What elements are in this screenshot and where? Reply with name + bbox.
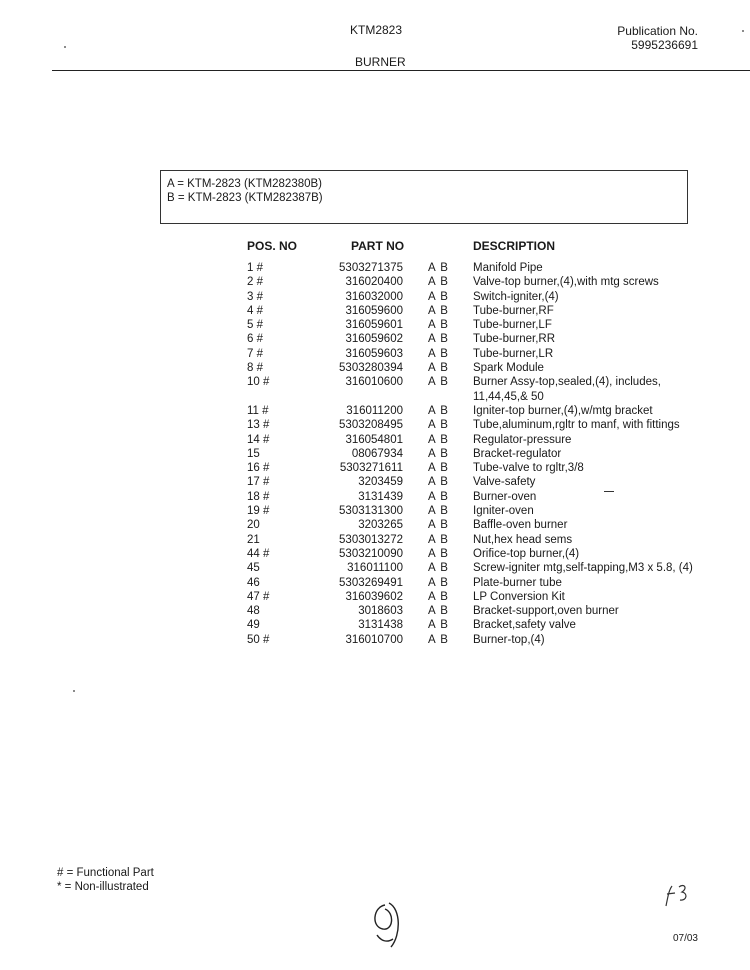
- parts-row: [0, 304, 750, 318]
- part-description: Burner Assy-top,sealed,(4), includes, 11,44,45,& 50: [473, 376, 661, 403]
- legend-functional: # = Functional Part: [57, 867, 154, 879]
- part-description: Bracket-regulator: [473, 447, 562, 460]
- parts-row: [0, 518, 750, 532]
- part-number: 316039602: [345, 590, 403, 603]
- scan-speck: [64, 46, 66, 48]
- pos-number: 20: [247, 519, 260, 532]
- parts-row: [0, 490, 750, 504]
- scan-speck: [742, 30, 744, 32]
- pos-number: 18 #: [247, 490, 270, 503]
- column-header-pos: POS. NO: [247, 239, 298, 253]
- pos-number: 15: [247, 447, 260, 460]
- parts-row: [0, 418, 750, 432]
- part-number: 316011100: [347, 562, 403, 575]
- part-number: 3018603: [358, 605, 403, 618]
- pos-number: 46: [247, 576, 260, 589]
- part-description: Bracket-support,oven burner: [473, 605, 619, 618]
- pos-number: 44 #: [247, 547, 270, 560]
- pos-number: 47 #: [247, 590, 270, 603]
- version-codes: A B: [428, 547, 449, 560]
- part-description: Tube-burner,RF: [473, 304, 554, 317]
- parts-row: [0, 290, 750, 304]
- pos-number: 14 #: [247, 433, 270, 446]
- parts-row: [0, 618, 750, 632]
- pos-number: 4 #: [247, 304, 263, 317]
- stray-mark: [604, 491, 614, 492]
- version-codes: A B: [428, 333, 449, 346]
- part-number: 316020400: [345, 276, 403, 289]
- part-number: 316011200: [346, 404, 403, 417]
- part-description: Manifold Pipe: [473, 262, 543, 274]
- part-number: 316059600: [345, 304, 403, 317]
- parts-row: [0, 447, 750, 461]
- part-number: 08067934: [351, 447, 403, 460]
- part-number: 5303280394: [339, 362, 403, 375]
- parts-row: [0, 361, 750, 375]
- pos-number: 49: [247, 619, 260, 632]
- version-codes: A B: [428, 505, 449, 518]
- parts-row: [0, 475, 750, 489]
- part-number: 316054801: [345, 433, 403, 446]
- version-codes: A B: [428, 605, 449, 618]
- part-number: 5303208495: [339, 419, 403, 432]
- version-codes: A B: [428, 262, 449, 274]
- parts-row: [0, 275, 750, 289]
- parts-row: [0, 375, 750, 404]
- pos-number: 50 #: [247, 633, 270, 646]
- part-description: Igniter-top burner,(4),w/mtg bracket: [473, 404, 653, 417]
- version-codes: A B: [428, 462, 449, 475]
- part-number: 316010700: [345, 633, 403, 646]
- model-number: KTM2823: [350, 23, 403, 37]
- pos-number: 13 #: [247, 419, 270, 432]
- pos-number: 17 #: [247, 476, 270, 489]
- version-codes: A B: [428, 290, 449, 303]
- part-description: Nut,hex head sems: [473, 533, 573, 546]
- part-description: Valve-safety: [473, 476, 536, 489]
- version-codes: A B: [428, 519, 449, 532]
- parts-row: [0, 347, 750, 361]
- parts-row: [0, 576, 750, 590]
- version-codes: A B: [428, 276, 449, 289]
- pos-number: 16 #: [247, 462, 270, 475]
- pos-number: 10 #: [247, 376, 270, 389]
- version-codes: A B: [428, 562, 449, 575]
- parts-row: [0, 261, 750, 275]
- parts-row: [0, 590, 750, 604]
- part-number: 316032000: [345, 290, 403, 303]
- parts-row: [0, 604, 750, 618]
- part-description: Bracket,safety valve: [473, 619, 576, 632]
- pos-number: 11 #: [247, 404, 269, 417]
- version-codes: A B: [428, 619, 449, 632]
- part-description: Tube-burner,LF: [473, 319, 552, 332]
- parts-row: [0, 461, 750, 475]
- model-variant-box: [160, 170, 688, 224]
- column-header-description: DESCRIPTION: [473, 239, 556, 253]
- part-description: Tube,aluminum,rgltr to manf, with fittings: [473, 419, 680, 432]
- legend-non-illustrated: * = Non-illustrated: [57, 881, 149, 893]
- part-number: 3131439: [358, 490, 403, 503]
- part-number: 5303269491: [339, 576, 403, 589]
- part-description: Orifice-top burner,(4): [473, 547, 580, 560]
- footer-date: 07/03: [672, 933, 698, 944]
- part-number: 316059602: [345, 333, 403, 346]
- version-codes: A B: [428, 376, 449, 389]
- version-codes: A B: [428, 404, 449, 417]
- parts-row: [0, 633, 750, 647]
- pos-number: 6 #: [247, 333, 263, 346]
- pos-number: 21: [247, 533, 260, 546]
- version-codes: A B: [428, 447, 449, 460]
- part-number: 5303271611: [339, 462, 403, 475]
- part-description: Regulator-pressure: [473, 433, 572, 446]
- part-description: Baffle-oven burner: [473, 519, 568, 532]
- parts-row: [0, 404, 750, 418]
- parts-row: [0, 504, 750, 518]
- part-number: 3203459: [358, 476, 403, 489]
- handwritten-mark: [660, 880, 700, 910]
- scan-speck: [73, 690, 75, 692]
- column-header-part: PART NO: [351, 239, 405, 253]
- version-codes: A B: [428, 319, 449, 332]
- pos-number: 1 #: [247, 262, 263, 274]
- part-description: Burner-top,(4): [473, 633, 545, 646]
- part-description: Screw-igniter mtg,self-tapping,M3 x 5.8, (4): [473, 562, 693, 575]
- part-description: Tube-burner,RR: [473, 333, 556, 346]
- header-divider: [52, 70, 750, 71]
- parts-row: [0, 318, 750, 332]
- part-description: LP Conversion Kit: [473, 590, 565, 603]
- pos-number: 45: [247, 562, 260, 575]
- part-number: 3203265: [358, 519, 403, 532]
- pos-number: 3 #: [247, 290, 263, 303]
- handwritten-signature: [365, 895, 415, 955]
- part-description: Spark Module: [473, 362, 544, 375]
- part-description: Switch-igniter,(4): [473, 290, 559, 303]
- parts-row: [0, 533, 750, 547]
- part-number: 5303271375: [339, 262, 403, 274]
- pos-number: 48: [247, 605, 260, 618]
- version-codes: A B: [428, 533, 449, 546]
- version-codes: A B: [428, 304, 449, 317]
- part-number: 5303210090: [339, 547, 403, 560]
- pos-number: 2 #: [247, 276, 263, 289]
- pos-number: 7 #: [247, 347, 263, 360]
- publication-number: 5995236691: [631, 38, 698, 52]
- version-codes: A B: [428, 590, 449, 603]
- version-codes: A B: [428, 362, 449, 375]
- part-number: 316059601: [345, 319, 403, 332]
- version-codes: A B: [428, 419, 449, 432]
- parts-row: [0, 332, 750, 346]
- part-number: 316059603: [345, 347, 403, 360]
- parts-row: [0, 547, 750, 561]
- version-codes: A B: [428, 633, 449, 646]
- version-codes: A B: [428, 490, 449, 503]
- part-number: 3131438: [358, 619, 403, 632]
- version-codes: A B: [428, 476, 449, 489]
- part-number: 5303013272: [339, 533, 403, 546]
- version-codes: A B: [428, 576, 449, 589]
- parts-row: [0, 433, 750, 447]
- part-description: Valve-top burner,(4),with mtg screws: [473, 276, 659, 289]
- publication-label: Publication No.: [617, 24, 698, 38]
- pos-number: 8 #: [247, 362, 263, 375]
- variant-a: A = KTM-2823 (KTM282380B): [167, 178, 323, 190]
- pos-number: 5 #: [247, 319, 263, 332]
- version-codes: A B: [428, 347, 449, 360]
- parts-list: [0, 261, 750, 647]
- version-codes: A B: [428, 433, 449, 446]
- part-number: 316010600: [345, 376, 403, 389]
- part-description: Tube-valve to rgltr,3/8: [473, 462, 584, 475]
- section-title: BURNER: [355, 55, 406, 69]
- legend: [57, 866, 154, 894]
- part-description: Tube-burner,LR: [473, 347, 554, 360]
- part-number: 5303131300: [339, 505, 403, 518]
- part-description: Burner-oven: [473, 490, 537, 503]
- part-description: Igniter-oven: [473, 505, 534, 518]
- part-description: Plate-burner tube: [473, 576, 562, 589]
- pos-number: 19 #: [247, 505, 270, 518]
- parts-row: [0, 561, 750, 575]
- variant-b: B = KTM-2823 (KTM282387B): [167, 192, 323, 204]
